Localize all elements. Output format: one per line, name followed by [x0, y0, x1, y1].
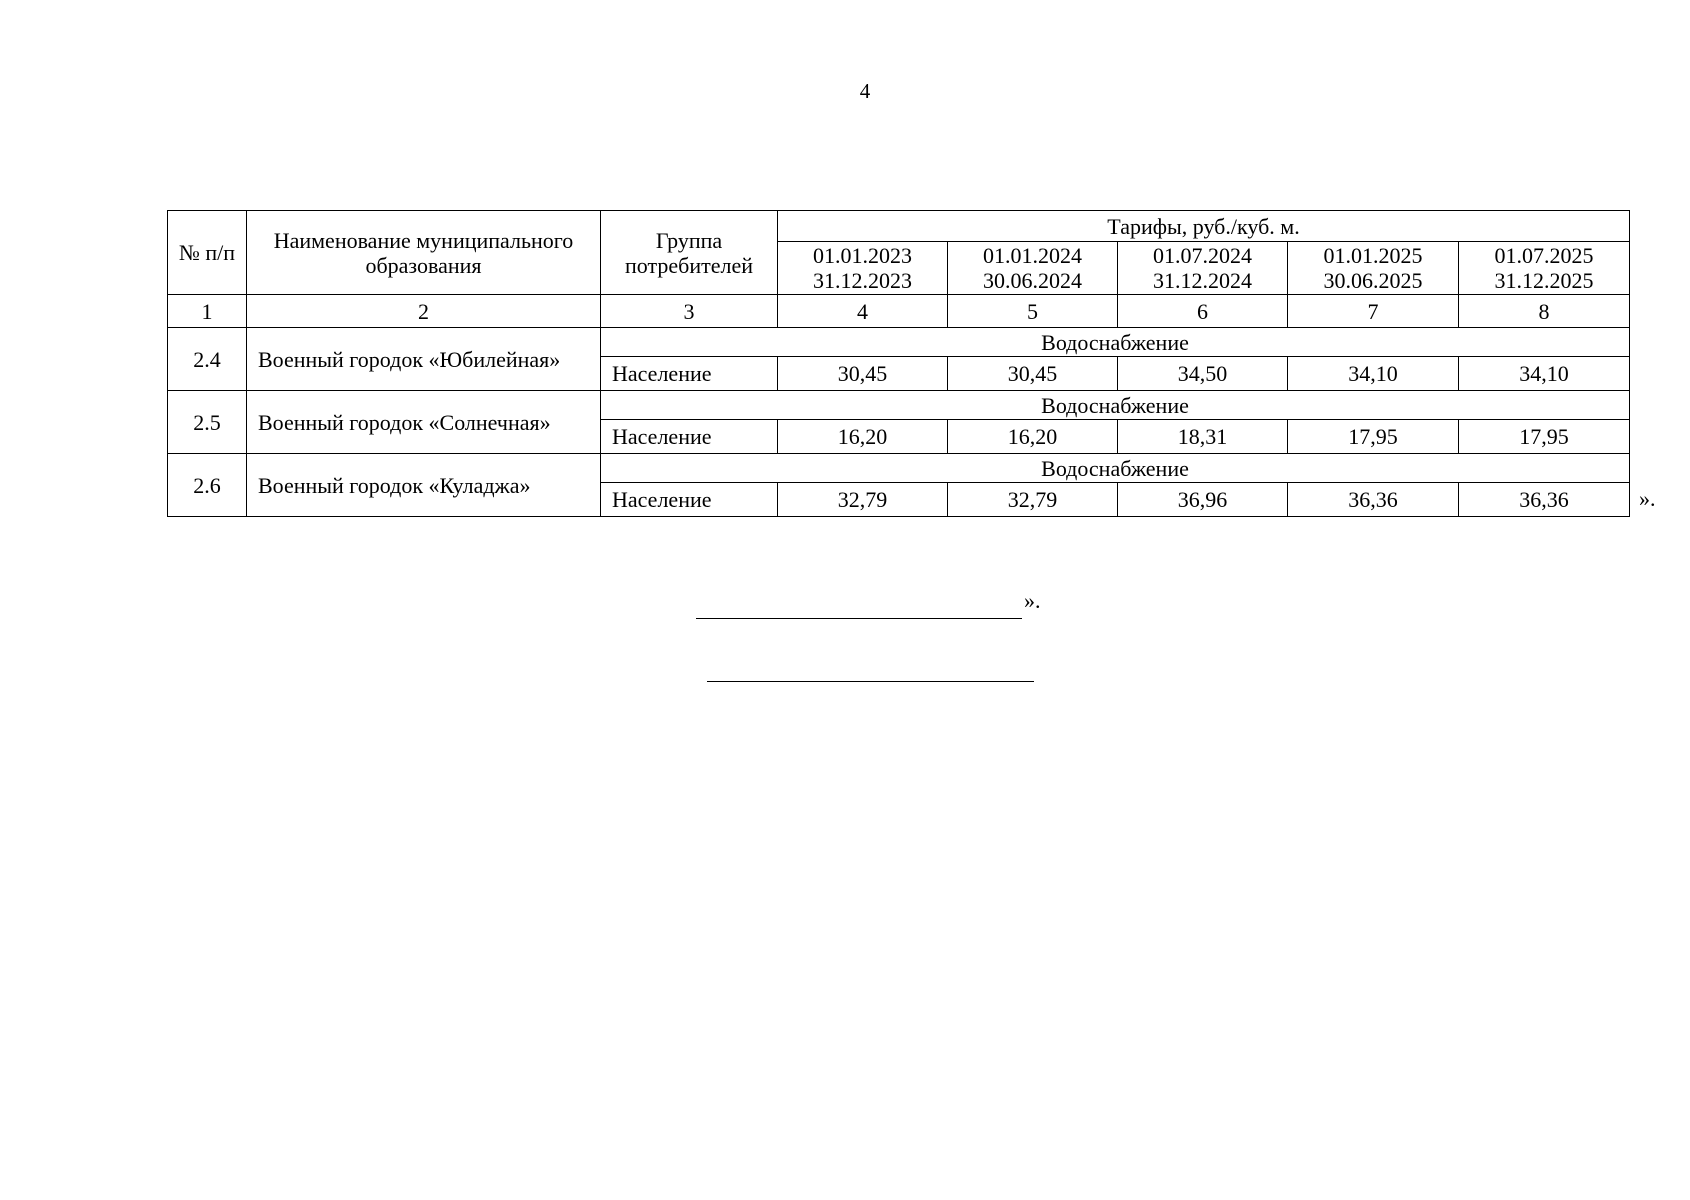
signature-line	[696, 596, 1022, 619]
header-num: № п/п	[168, 211, 247, 295]
tariff-value: 17,95	[1459, 420, 1630, 454]
header-row	[168, 211, 1630, 242]
row-group: Население	[601, 420, 778, 454]
row-num: 2.6	[168, 454, 247, 517]
table-row	[168, 391, 1630, 420]
signature-end-mark: ».	[1024, 588, 1041, 613]
column-number: 6	[1118, 295, 1288, 328]
column-number: 5	[948, 295, 1118, 328]
closing-divider	[707, 681, 1034, 682]
period-to: 31.12.2024	[1153, 268, 1252, 293]
row-name: Военный городок «Юбилейная»	[247, 328, 601, 391]
tariff-value: 34,50	[1118, 357, 1288, 391]
period-from: 01.07.2024	[1153, 243, 1252, 268]
column-number: 1	[168, 295, 247, 328]
tariff-table	[167, 210, 1630, 517]
table-end-mark: ».	[1639, 486, 1656, 511]
tariff-value: 17,95	[1288, 420, 1459, 454]
tariff-value: 16,20	[948, 420, 1118, 454]
tariff-value: 36,36	[1288, 483, 1459, 517]
column-number: 4	[778, 295, 948, 328]
row-group: Население	[601, 357, 778, 391]
header-tariffs: Тарифы, руб./куб. м.	[778, 211, 1630, 242]
period-from: 01.01.2024	[983, 243, 1082, 268]
period-from: 01.01.2023	[813, 243, 912, 268]
tariff-value: 18,31	[1118, 420, 1288, 454]
period-from: 01.07.2025	[1494, 243, 1594, 268]
table-row	[168, 328, 1630, 357]
column-number-row	[168, 295, 1630, 328]
tariff-value: 30,45	[778, 357, 948, 391]
period-header	[1459, 242, 1630, 295]
period-to: 30.06.2024	[983, 268, 1082, 293]
period-from: 01.01.2025	[1323, 243, 1423, 268]
column-number: 8	[1459, 295, 1630, 328]
tariff-value: 34,10	[1459, 357, 1630, 391]
tariff-value: 34,10	[1288, 357, 1459, 391]
column-number: 7	[1288, 295, 1459, 328]
period-header	[778, 242, 948, 295]
tariff-value: 30,45	[948, 357, 1118, 391]
row-group: Население	[601, 483, 778, 517]
period-to: 30.06.2025	[1323, 268, 1423, 293]
tariff-value: 32,79	[778, 483, 948, 517]
column-number: 2	[247, 295, 601, 328]
column-number: 3	[601, 295, 778, 328]
row-num: 2.5	[168, 391, 247, 454]
row-service: Водоснабжение	[601, 454, 1630, 483]
page-number: 4	[859, 79, 871, 103]
period-header	[948, 242, 1118, 295]
table-row	[168, 454, 1630, 483]
row-name: Военный городок «Куладжа»	[247, 454, 601, 517]
period-header	[1288, 242, 1459, 295]
period-to: 31.12.2025	[1494, 268, 1594, 293]
header-name: Наименование муниципального образования	[247, 211, 601, 295]
row-num: 2.4	[168, 328, 247, 391]
header-group: Группа потребителей	[601, 211, 778, 295]
row-service: Водоснабжение	[601, 391, 1630, 420]
tariff-value: 32,79	[948, 483, 1118, 517]
tariff-value: 36,36	[1459, 483, 1630, 517]
row-name: Военный городок «Солнечная»	[247, 391, 601, 454]
row-service: Водоснабжение	[601, 328, 1630, 357]
tariff-value: 16,20	[778, 420, 948, 454]
period-header	[1118, 242, 1288, 295]
tariff-value: 36,96	[1118, 483, 1288, 517]
period-to: 31.12.2023	[813, 268, 912, 293]
